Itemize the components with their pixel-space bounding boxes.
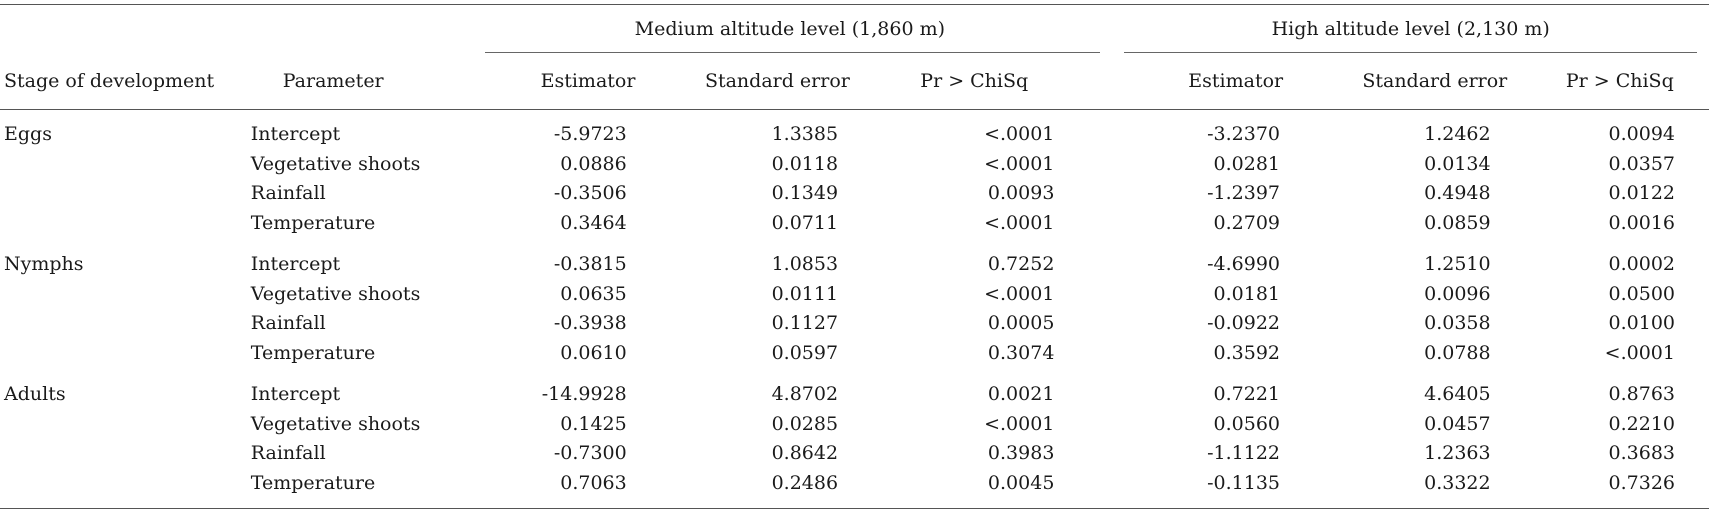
stage-cell — [0, 439, 247, 469]
stage-column-header: Stage of development — [4, 69, 215, 92]
parameter-cell: Intercept — [250, 253, 341, 276]
parameter-cell: Temperature — [250, 211, 376, 234]
table-row — [0, 240, 1709, 280]
parameter-cell: Vegetative shoots — [250, 282, 421, 305]
medium-estimator-cell: -0.3815 — [553, 253, 627, 276]
high-estimator-cell: -1.2397 — [1207, 182, 1280, 205]
empty-header-cell — [0, 5, 247, 54]
medium-pr-chisq-cell: 0.3983 — [987, 442, 1055, 465]
high-pr-chisq-cell: 0.0016 — [1608, 211, 1675, 234]
stage-cell: Adults — [4, 383, 66, 406]
table-row — [0, 280, 1709, 310]
high-standard-error-cell: 0.0096 — [1424, 282, 1491, 305]
high-estimator-cell: 0.0281 — [1213, 152, 1280, 175]
table-body — [0, 110, 1709, 509]
parameter-cell: Rainfall — [250, 442, 326, 465]
medium-estimator-cell: 0.0886 — [560, 152, 627, 175]
high-estimator-cell: 0.3592 — [1213, 341, 1280, 364]
medium-pr-chisq-cell: 0.0045 — [876, 469, 1112, 509]
medium-standard-error-cell: 0.0711 — [771, 211, 839, 234]
stage-cell — [0, 410, 247, 440]
high-standard-error-cell: 4.6405 — [1424, 383, 1491, 406]
parameter-cell: Vegetative shoots — [250, 412, 421, 435]
high-standard-error-cell: 0.3322 — [1329, 469, 1531, 509]
stage-cell — [0, 280, 247, 310]
parameter-cell: Intercept — [250, 123, 341, 146]
medium-estimator-cell: 0.3464 — [560, 211, 627, 234]
high-altitude-label: High altitude level (2,130 m) — [1271, 17, 1550, 40]
high-pr-chisq-cell: 0.0002 — [1608, 253, 1675, 276]
high-pr-chisq-column-header: Pr > ChiSq — [1565, 69, 1674, 92]
stage-cell — [0, 150, 247, 180]
high-estimator-cell: -1.1122 — [1207, 442, 1280, 465]
medium-standard-error-cell: 0.1349 — [771, 182, 839, 205]
parameter-column-header: Parameter — [282, 69, 384, 92]
stage-cell — [0, 469, 247, 509]
stage-cell — [0, 179, 247, 209]
table-row — [0, 209, 1709, 241]
column-header-row — [0, 53, 1709, 110]
empty-header-cell — [247, 5, 468, 54]
medium-pr-chisq-cell: 0.7252 — [987, 253, 1055, 276]
medium-pr-chisq-cell: 0.3074 — [987, 341, 1055, 364]
medium-altitude-rule — [485, 52, 1100, 53]
medium-pr-chisq-cell: <.0001 — [984, 152, 1055, 175]
parameter-cell: Rainfall — [250, 312, 326, 335]
high-pr-chisq-cell: 0.7326 — [1531, 469, 1709, 509]
medium-pr-chisq-cell: <.0001 — [984, 412, 1055, 435]
medium-pr-chisq-column-header: Pr > ChiSq — [920, 69, 1029, 92]
high-standard-error-cell: 0.0457 — [1424, 412, 1491, 435]
medium-pr-chisq-cell: <.0001 — [984, 211, 1055, 234]
medium-pr-chisq-cell: 0.0005 — [987, 312, 1055, 335]
medium-standard-error-cell: 0.0597 — [771, 341, 839, 364]
parameter-cell: Vegetative shoots — [250, 152, 421, 175]
table-row — [0, 110, 1709, 150]
stage-cell — [0, 309, 247, 339]
medium-pr-chisq-cell: 0.0021 — [987, 383, 1055, 406]
table-row — [0, 439, 1709, 469]
high-standard-error-cell: 0.0358 — [1424, 312, 1491, 335]
medium-standard-error-cell: 4.8702 — [771, 383, 839, 406]
high-pr-chisq-cell: 0.3683 — [1608, 442, 1675, 465]
stage-cell: Eggs — [4, 123, 52, 146]
high-standard-error-cell: 1.2363 — [1424, 442, 1491, 465]
medium-estimator-cell: 0.7063 — [467, 469, 678, 509]
table-row — [0, 150, 1709, 180]
high-estimator-cell: 0.0181 — [1213, 282, 1280, 305]
table-row — [0, 309, 1709, 339]
parameter-cell: Temperature — [247, 469, 468, 509]
medium-estimator-cell: -5.9723 — [553, 123, 627, 146]
high-pr-chisq-cell: <.0001 — [1604, 341, 1675, 364]
medium-estimator-cell: 0.0610 — [560, 341, 627, 364]
high-estimator-cell: -4.6990 — [1207, 253, 1280, 276]
medium-estimator-cell: 0.0635 — [560, 282, 627, 305]
high-pr-chisq-cell: 0.0500 — [1608, 282, 1675, 305]
medium-standard-error-cell: 0.0111 — [771, 282, 839, 305]
high-standard-error-cell: 0.4948 — [1424, 182, 1491, 205]
high-standard-error-cell: 1.2462 — [1424, 123, 1491, 146]
high-standard-error-cell: 0.0859 — [1424, 211, 1491, 234]
medium-estimator-cell: -0.3506 — [553, 182, 627, 205]
high-estimator-cell: -0.0922 — [1207, 312, 1280, 335]
medium-standard-error-cell: 0.0285 — [771, 412, 839, 435]
parameter-cell: Rainfall — [250, 182, 326, 205]
high-standard-error-column-header: Standard error — [1362, 69, 1508, 92]
table-row — [0, 469, 1709, 509]
medium-estimator-cell: -14.9928 — [541, 383, 627, 406]
stage-cell — [0, 209, 247, 241]
high-pr-chisq-cell: 0.0094 — [1608, 123, 1675, 146]
medium-standard-error-cell: 0.8642 — [771, 442, 839, 465]
high-estimator-cell: -0.1135 — [1112, 469, 1329, 509]
high-estimator-cell: 0.2709 — [1213, 211, 1280, 234]
high-estimator-cell: -3.2370 — [1207, 123, 1280, 146]
medium-standard-error-cell: 1.0853 — [771, 253, 839, 276]
medium-standard-error-cell: 0.2486 — [679, 469, 876, 509]
group-header-row — [0, 5, 1709, 54]
parameter-cell: Intercept — [250, 383, 341, 406]
high-standard-error-cell: 0.0788 — [1424, 341, 1491, 364]
high-estimator-cell: 0.0560 — [1213, 412, 1280, 435]
high-altitude-group-header — [1112, 5, 1709, 54]
medium-altitude-group-header — [467, 5, 1112, 54]
high-pr-chisq-cell: 0.8763 — [1608, 383, 1675, 406]
high-pr-chisq-cell: 0.0122 — [1608, 182, 1675, 205]
medium-estimator-cell: -0.7300 — [553, 442, 627, 465]
parameter-cell: Temperature — [250, 341, 376, 364]
high-pr-chisq-cell: 0.0357 — [1608, 152, 1675, 175]
regression-table — [0, 4, 1709, 509]
medium-standard-error-column-header: Standard error — [704, 69, 850, 92]
high-pr-chisq-cell: 0.2210 — [1608, 412, 1675, 435]
high-altitude-rule — [1124, 52, 1697, 53]
high-estimator-cell: 0.7221 — [1213, 383, 1280, 406]
high-pr-chisq-cell: 0.0100 — [1608, 312, 1675, 335]
medium-estimator-column-header: Estimator — [540, 69, 636, 92]
table-row — [0, 179, 1709, 209]
medium-standard-error-cell: 0.0118 — [771, 152, 839, 175]
table-row — [0, 410, 1709, 440]
table-header — [0, 5, 1709, 110]
medium-pr-chisq-cell: 0.0093 — [987, 182, 1055, 205]
medium-estimator-cell: 0.1425 — [560, 412, 627, 435]
table-row — [0, 370, 1709, 410]
medium-estimator-cell: -0.3938 — [553, 312, 627, 335]
stage-cell: Nymphs — [4, 253, 84, 276]
stage-cell — [0, 339, 247, 371]
high-estimator-column-header: Estimator — [1188, 69, 1284, 92]
medium-standard-error-cell: 1.3385 — [771, 123, 839, 146]
medium-pr-chisq-cell: <.0001 — [984, 282, 1055, 305]
high-standard-error-cell: 1.2510 — [1424, 253, 1491, 276]
medium-standard-error-cell: 0.1127 — [771, 312, 839, 335]
medium-pr-chisq-cell: <.0001 — [984, 123, 1055, 146]
table-row — [0, 339, 1709, 371]
medium-altitude-label: Medium altitude level (1,860 m) — [634, 17, 946, 40]
high-standard-error-cell: 0.0134 — [1424, 152, 1491, 175]
